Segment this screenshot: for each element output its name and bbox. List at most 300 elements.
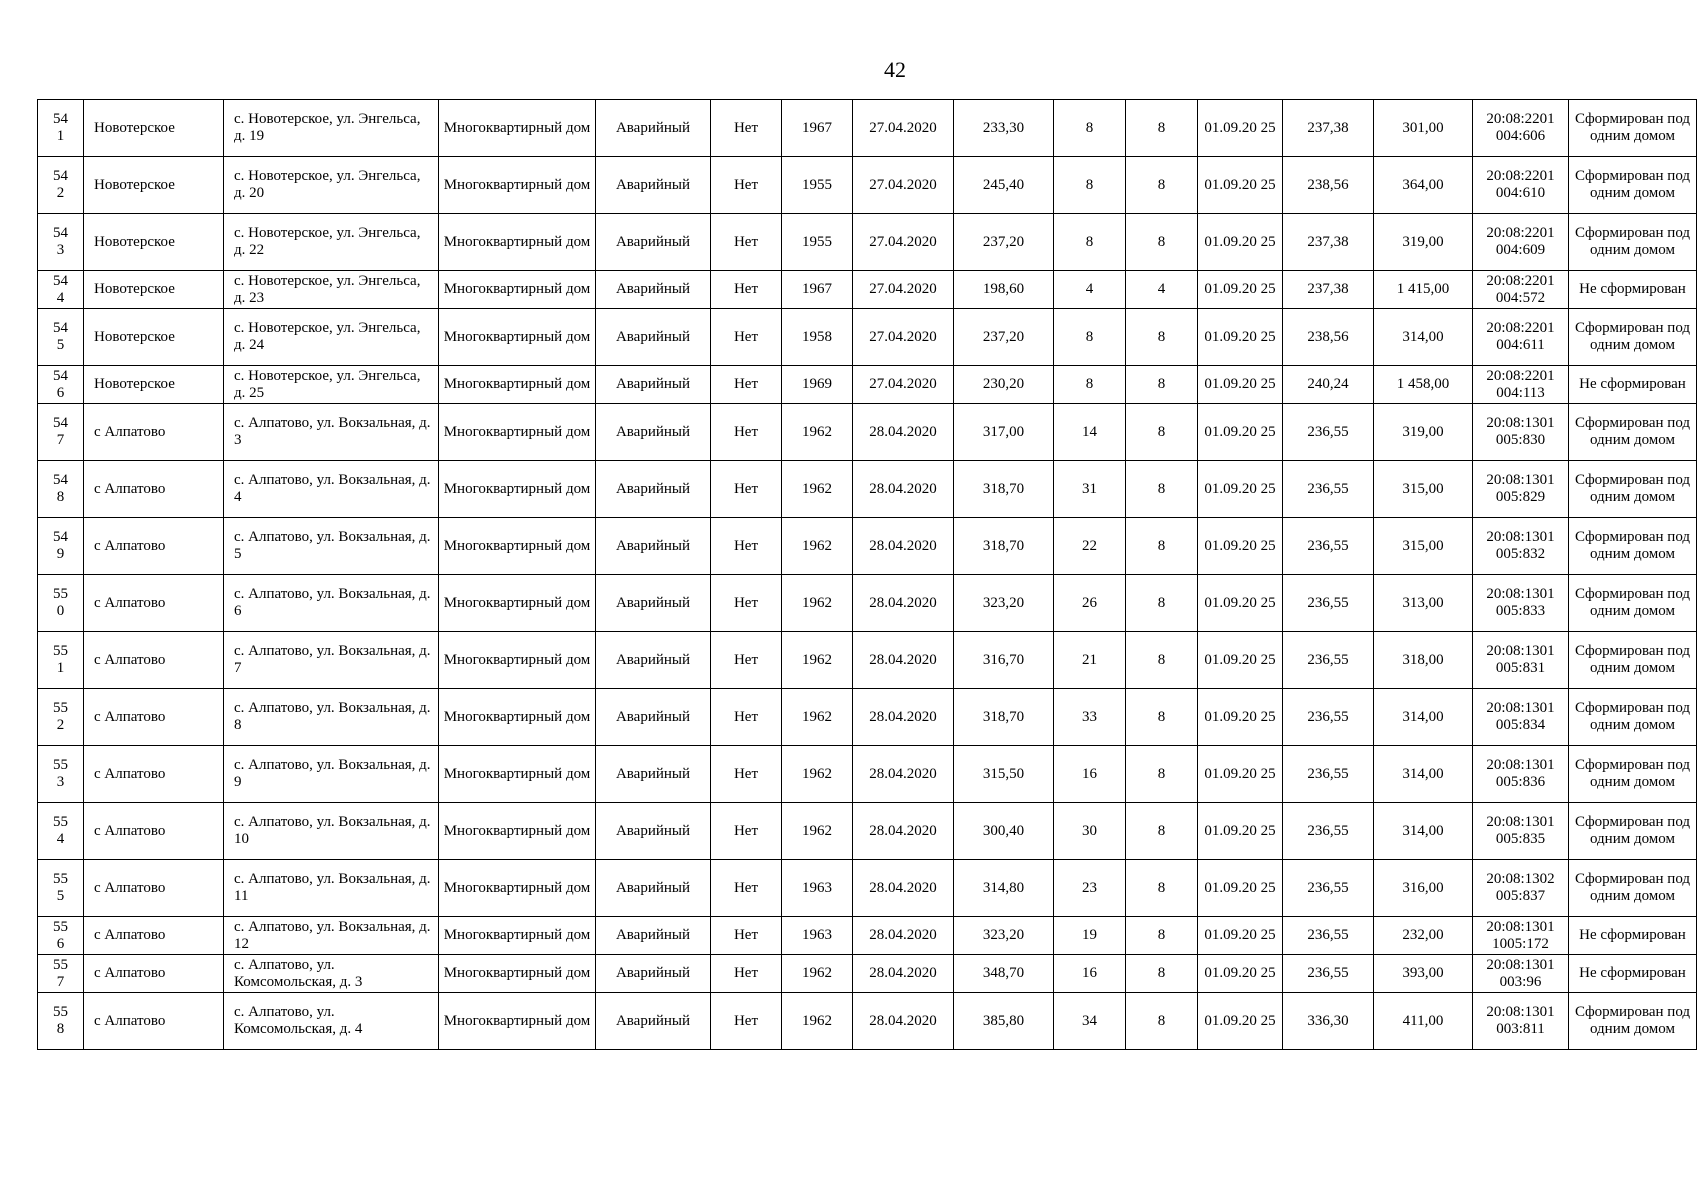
cell-land-status: Сформирован под одним домом — [1569, 461, 1697, 518]
table-row — [38, 157, 1697, 214]
cell-status: Аварийный — [596, 404, 711, 461]
cell-address: с. Алпатово, ул. Вокзальная, д. 11 — [224, 860, 439, 917]
cell-area: 315,50 — [954, 746, 1054, 803]
cell-land-status: Сформирован под одним домом — [1569, 404, 1697, 461]
cell-building-type: Многоквартирный дом — [439, 157, 596, 214]
cell-count: 8 — [1126, 461, 1198, 518]
cell-address: с. Новотерское, ул. Энгельса, д. 19 — [224, 100, 439, 157]
cell-area: 300,40 — [954, 803, 1054, 860]
cell-status: Аварийный — [596, 917, 711, 955]
cell-locality: Новотерское — [84, 271, 224, 309]
cell-year-built: 1967 — [782, 271, 853, 309]
cell-status: Аварийный — [596, 309, 711, 366]
cell-count: 8 — [1126, 955, 1198, 993]
cell-land-area: 301,00 — [1374, 100, 1473, 157]
cell-cadastral-number: 20:08:1301 1005:172 — [1473, 917, 1569, 955]
cell-status: Аварийный — [596, 157, 711, 214]
cell-locality: с Алпатово — [84, 917, 224, 955]
cell-status: Аварийный — [596, 461, 711, 518]
cell-recognition-date: 27.04.2020 — [853, 271, 954, 309]
cell-land-status: Сформирован под одним домом — [1569, 518, 1697, 575]
cell-flag: Нет — [711, 993, 782, 1050]
table-row — [38, 632, 1697, 689]
cell-building-type: Многоквартирный дом — [439, 214, 596, 271]
cell-area-2: 236,55 — [1283, 803, 1374, 860]
cell-area-2: 236,55 — [1283, 689, 1374, 746]
cell-land-area: 1 415,00 — [1374, 271, 1473, 309]
cell-recognition-date: 28.04.2020 — [853, 404, 954, 461]
cell-count: 8 — [1126, 803, 1198, 860]
cell-residents: 16 — [1054, 955, 1126, 993]
cell-flag: Нет — [711, 214, 782, 271]
cell-area-2: 236,55 — [1283, 518, 1374, 575]
cell-residents: 8 — [1054, 100, 1126, 157]
cell-area-2: 236,55 — [1283, 917, 1374, 955]
cell-cadastral-number: 20:08:2201 004:606 — [1473, 100, 1569, 157]
cell-area: 318,70 — [954, 689, 1054, 746]
cell-area: 233,30 — [954, 100, 1054, 157]
cell-land-area: 319,00 — [1374, 404, 1473, 461]
cell-residents: 4 — [1054, 271, 1126, 309]
table-row — [38, 271, 1697, 309]
cell-status: Аварийный — [596, 518, 711, 575]
cell-deadline: 01.09.20 25 — [1198, 518, 1283, 575]
cell-building-type: Многоквартирный дом — [439, 955, 596, 993]
table-row — [38, 993, 1697, 1050]
table-row — [38, 518, 1697, 575]
cell-address: с. Алпатово, ул. Вокзальная, д. 4 — [224, 461, 439, 518]
page-number: 42 — [884, 57, 906, 82]
cell-count: 8 — [1126, 632, 1198, 689]
cell-count: 8 — [1126, 100, 1198, 157]
cell-building-type: Многоквартирный дом — [439, 803, 596, 860]
cell-residents: 21 — [1054, 632, 1126, 689]
cell-locality: Новотерское — [84, 214, 224, 271]
cell-area-2: 336,30 — [1283, 993, 1374, 1050]
cell-land-area: 232,00 — [1374, 917, 1473, 955]
cell-building-type: Многоквартирный дом — [439, 271, 596, 309]
cell-area: 316,70 — [954, 632, 1054, 689]
cell-address: с. Новотерское, ул. Энгельса, д. 25 — [224, 366, 439, 404]
cell-row-number: 54 4 — [38, 271, 84, 309]
cell-status: Аварийный — [596, 746, 711, 803]
cell-area-2: 237,38 — [1283, 100, 1374, 157]
cell-address: с. Алпатово, ул. Вокзальная, д. 5 — [224, 518, 439, 575]
cell-year-built: 1955 — [782, 157, 853, 214]
cell-locality: с Алпатово — [84, 404, 224, 461]
cell-area-2: 237,38 — [1283, 214, 1374, 271]
cell-address: с. Новотерское, ул. Энгельса, д. 20 — [224, 157, 439, 214]
cell-status: Аварийный — [596, 860, 711, 917]
cell-locality: с Алпатово — [84, 955, 224, 993]
cell-building-type: Многоквартирный дом — [439, 746, 596, 803]
cell-row-number: 55 3 — [38, 746, 84, 803]
cell-count: 8 — [1126, 214, 1198, 271]
cell-land-status: Не сформирован — [1569, 955, 1697, 993]
cell-area: 323,20 — [954, 917, 1054, 955]
cell-residents: 23 — [1054, 860, 1126, 917]
cell-land-area: 319,00 — [1374, 214, 1473, 271]
cell-deadline: 01.09.20 25 — [1198, 803, 1283, 860]
cell-building-type: Многоквартирный дом — [439, 689, 596, 746]
cell-area: 318,70 — [954, 461, 1054, 518]
cell-area-2: 237,38 — [1283, 271, 1374, 309]
cell-residents: 8 — [1054, 309, 1126, 366]
cell-status: Аварийный — [596, 366, 711, 404]
table-row — [38, 366, 1697, 404]
table-row — [38, 309, 1697, 366]
cell-row-number: 54 5 — [38, 309, 84, 366]
cell-cadastral-number: 20:08:2201 004:572 — [1473, 271, 1569, 309]
cell-recognition-date: 27.04.2020 — [853, 366, 954, 404]
cell-recognition-date: 27.04.2020 — [853, 214, 954, 271]
cell-flag: Нет — [711, 917, 782, 955]
table-row — [38, 689, 1697, 746]
cell-row-number: 54 2 — [38, 157, 84, 214]
cell-address: с. Новотерское, ул. Энгельса, д. 24 — [224, 309, 439, 366]
cell-residents: 26 — [1054, 575, 1126, 632]
cell-cadastral-number: 20:08:2201 004:609 — [1473, 214, 1569, 271]
cell-locality: с Алпатово — [84, 689, 224, 746]
cell-area: 385,80 — [954, 993, 1054, 1050]
cell-row-number: 55 2 — [38, 689, 84, 746]
cell-count: 8 — [1126, 689, 1198, 746]
cell-flag: Нет — [711, 100, 782, 157]
cell-address: с. Новотерское, ул. Энгельса, д. 23 — [224, 271, 439, 309]
cell-area-2: 236,55 — [1283, 860, 1374, 917]
cell-area-2: 236,55 — [1283, 632, 1374, 689]
cell-deadline: 01.09.20 25 — [1198, 632, 1283, 689]
cell-cadastral-number: 20:08:1301 005:836 — [1473, 746, 1569, 803]
cell-row-number: 55 6 — [38, 917, 84, 955]
cell-cadastral-number: 20:08:2201 004:611 — [1473, 309, 1569, 366]
cell-flag: Нет — [711, 157, 782, 214]
cell-area-2: 238,56 — [1283, 157, 1374, 214]
table-row — [38, 917, 1697, 955]
cell-land-area: 316,00 — [1374, 860, 1473, 917]
cell-area-2: 236,55 — [1283, 575, 1374, 632]
cell-flag: Нет — [711, 860, 782, 917]
cell-building-type: Многоквартирный дом — [439, 461, 596, 518]
cell-year-built: 1969 — [782, 366, 853, 404]
cell-building-type: Многоквартирный дом — [439, 632, 596, 689]
cell-row-number: 54 3 — [38, 214, 84, 271]
cell-land-status: Не сформирован — [1569, 366, 1697, 404]
table-row — [38, 746, 1697, 803]
cell-flag: Нет — [711, 461, 782, 518]
cell-row-number: 55 0 — [38, 575, 84, 632]
cell-residents: 22 — [1054, 518, 1126, 575]
cell-locality: Новотерское — [84, 100, 224, 157]
cell-status: Аварийный — [596, 271, 711, 309]
cell-status: Аварийный — [596, 575, 711, 632]
cell-building-type: Многоквартирный дом — [439, 309, 596, 366]
cell-area: 237,20 — [954, 309, 1054, 366]
cell-count: 8 — [1126, 575, 1198, 632]
cell-address: с. Алпатово, ул. Вокзальная, д. 8 — [224, 689, 439, 746]
cell-row-number: 54 8 — [38, 461, 84, 518]
table-row — [38, 461, 1697, 518]
cell-flag: Нет — [711, 689, 782, 746]
cell-land-area: 313,00 — [1374, 575, 1473, 632]
cell-recognition-date: 28.04.2020 — [853, 461, 954, 518]
cell-count: 8 — [1126, 746, 1198, 803]
table-row — [38, 100, 1697, 157]
cell-land-status: Сформирован под одним домом — [1569, 689, 1697, 746]
cell-cadastral-number: 20:08:1301 003:811 — [1473, 993, 1569, 1050]
cell-land-area: 411,00 — [1374, 993, 1473, 1050]
cell-locality: с Алпатово — [84, 575, 224, 632]
cell-count: 8 — [1126, 157, 1198, 214]
cell-land-status: Сформирован под одним домом — [1569, 632, 1697, 689]
cell-flag: Нет — [711, 309, 782, 366]
cell-land-area: 1 458,00 — [1374, 366, 1473, 404]
cell-residents: 8 — [1054, 214, 1126, 271]
cell-land-area: 314,00 — [1374, 689, 1473, 746]
cell-area-2: 236,55 — [1283, 461, 1374, 518]
cell-row-number: 55 4 — [38, 803, 84, 860]
cell-cadastral-number: 20:08:1301 005:835 — [1473, 803, 1569, 860]
cell-area-2: 236,55 — [1283, 746, 1374, 803]
cell-address: с. Алпатово, ул. Вокзальная, д. 3 — [224, 404, 439, 461]
cell-address: с. Новотерское, ул. Энгельса, д. 22 — [224, 214, 439, 271]
cell-status: Аварийный — [596, 803, 711, 860]
cell-deadline: 01.09.20 25 — [1198, 993, 1283, 1050]
table-row — [38, 955, 1697, 993]
cell-recognition-date: 28.04.2020 — [853, 993, 954, 1050]
cell-land-area: 315,00 — [1374, 461, 1473, 518]
cell-row-number: 54 1 — [38, 100, 84, 157]
cell-recognition-date: 28.04.2020 — [853, 746, 954, 803]
cell-address: с. Алпатово, ул. Комсомольская, д. 3 — [224, 955, 439, 993]
cell-count: 8 — [1126, 917, 1198, 955]
cell-year-built: 1963 — [782, 917, 853, 955]
cell-area: 323,20 — [954, 575, 1054, 632]
cell-count: 8 — [1126, 993, 1198, 1050]
cell-building-type: Многоквартирный дом — [439, 917, 596, 955]
cell-deadline: 01.09.20 25 — [1198, 575, 1283, 632]
cell-cadastral-number: 20:08:1301 005:830 — [1473, 404, 1569, 461]
cell-year-built: 1962 — [782, 461, 853, 518]
cell-locality: с Алпатово — [84, 860, 224, 917]
cell-building-type: Многоквартирный дом — [439, 404, 596, 461]
cell-deadline: 01.09.20 25 — [1198, 214, 1283, 271]
cell-land-status: Сформирован под одним домом — [1569, 309, 1697, 366]
table-row — [38, 214, 1697, 271]
cell-land-status: Сформирован под одним домом — [1569, 746, 1697, 803]
cell-recognition-date: 28.04.2020 — [853, 803, 954, 860]
cell-locality: с Алпатово — [84, 461, 224, 518]
table-row — [38, 860, 1697, 917]
cell-recognition-date: 28.04.2020 — [853, 689, 954, 746]
cell-area-2: 236,55 — [1283, 404, 1374, 461]
cell-deadline: 01.09.20 25 — [1198, 955, 1283, 993]
cell-status: Аварийный — [596, 955, 711, 993]
cell-cadastral-number: 20:08:1301 005:833 — [1473, 575, 1569, 632]
cell-area: 348,70 — [954, 955, 1054, 993]
cell-flag: Нет — [711, 746, 782, 803]
cell-land-area: 314,00 — [1374, 746, 1473, 803]
cell-building-type: Многоквартирный дом — [439, 366, 596, 404]
cell-land-area: 364,00 — [1374, 157, 1473, 214]
cell-recognition-date: 28.04.2020 — [853, 860, 954, 917]
cell-residents: 8 — [1054, 157, 1126, 214]
cell-count: 8 — [1126, 309, 1198, 366]
cell-land-area: 393,00 — [1374, 955, 1473, 993]
cell-year-built: 1962 — [782, 404, 853, 461]
cell-residents: 14 — [1054, 404, 1126, 461]
cell-area: 237,20 — [954, 214, 1054, 271]
cell-year-built: 1962 — [782, 575, 853, 632]
cell-row-number: 54 6 — [38, 366, 84, 404]
table-row — [38, 404, 1697, 461]
cell-building-type: Многоквартирный дом — [439, 100, 596, 157]
cell-area-2: 238,56 — [1283, 309, 1374, 366]
cell-address: с. Алпатово, ул. Вокзальная, д. 6 — [224, 575, 439, 632]
cell-land-area: 314,00 — [1374, 803, 1473, 860]
cell-land-area: 314,00 — [1374, 309, 1473, 366]
cell-count: 8 — [1126, 518, 1198, 575]
cell-residents: 31 — [1054, 461, 1126, 518]
cell-residents: 8 — [1054, 366, 1126, 404]
cell-land-status: Сформирован под одним домом — [1569, 993, 1697, 1050]
cell-year-built: 1962 — [782, 955, 853, 993]
cell-land-status: Сформирован под одним домом — [1569, 157, 1697, 214]
cell-row-number: 55 5 — [38, 860, 84, 917]
cell-locality: с Алпатово — [84, 518, 224, 575]
cell-count: 8 — [1126, 366, 1198, 404]
cell-residents: 19 — [1054, 917, 1126, 955]
cell-locality: с Алпатово — [84, 993, 224, 1050]
cell-cadastral-number: 20:08:2201 004:113 — [1473, 366, 1569, 404]
cell-area: 318,70 — [954, 518, 1054, 575]
cell-locality: с Алпатово — [84, 632, 224, 689]
cell-address: с. Алпатово, ул. Комсомольская, д. 4 — [224, 993, 439, 1050]
cell-recognition-date: 28.04.2020 — [853, 575, 954, 632]
cell-deadline: 01.09.20 25 — [1198, 917, 1283, 955]
cell-year-built: 1962 — [782, 993, 853, 1050]
cell-count: 8 — [1126, 860, 1198, 917]
cell-recognition-date: 28.04.2020 — [853, 917, 954, 955]
table-row — [38, 803, 1697, 860]
cell-row-number: 54 9 — [38, 518, 84, 575]
housing-table — [37, 99, 1697, 1050]
cell-residents: 30 — [1054, 803, 1126, 860]
cell-locality: Новотерское — [84, 309, 224, 366]
cell-building-type: Многоквартирный дом — [439, 860, 596, 917]
cell-cadastral-number: 20:08:2201 004:610 — [1473, 157, 1569, 214]
cell-year-built: 1958 — [782, 309, 853, 366]
cell-land-status: Сформирован под одним домом — [1569, 100, 1697, 157]
cell-residents: 34 — [1054, 993, 1126, 1050]
cell-building-type: Многоквартирный дом — [439, 993, 596, 1050]
cell-flag: Нет — [711, 575, 782, 632]
cell-flag: Нет — [711, 803, 782, 860]
cell-year-built: 1962 — [782, 632, 853, 689]
cell-count: 4 — [1126, 271, 1198, 309]
cell-status: Аварийный — [596, 632, 711, 689]
cell-building-type: Многоквартирный дом — [439, 575, 596, 632]
cell-row-number: 55 8 — [38, 993, 84, 1050]
table-body — [38, 100, 1697, 1050]
cell-deadline: 01.09.20 25 — [1198, 309, 1283, 366]
cell-recognition-date: 28.04.2020 — [853, 632, 954, 689]
cell-address: с. Алпатово, ул. Вокзальная, д. 12 — [224, 917, 439, 955]
cell-status: Аварийный — [596, 993, 711, 1050]
cell-recognition-date: 28.04.2020 — [853, 955, 954, 993]
cell-flag: Нет — [711, 632, 782, 689]
cell-area: 198,60 — [954, 271, 1054, 309]
cell-recognition-date: 28.04.2020 — [853, 518, 954, 575]
cell-status: Аварийный — [596, 689, 711, 746]
cell-row-number: 55 7 — [38, 955, 84, 993]
cell-flag: Нет — [711, 404, 782, 461]
cell-deadline: 01.09.20 25 — [1198, 157, 1283, 214]
cell-land-area: 315,00 — [1374, 518, 1473, 575]
cell-deadline: 01.09.20 25 — [1198, 689, 1283, 746]
cell-cadastral-number: 20:08:1301 003:96 — [1473, 955, 1569, 993]
cell-deadline: 01.09.20 25 — [1198, 746, 1283, 803]
cell-land-area: 318,00 — [1374, 632, 1473, 689]
cell-row-number: 55 1 — [38, 632, 84, 689]
cell-area: 230,20 — [954, 366, 1054, 404]
cell-address: с. Алпатово, ул. Вокзальная, д. 7 — [224, 632, 439, 689]
cell-recognition-date: 27.04.2020 — [853, 309, 954, 366]
cell-land-status: Сформирован под одним домом — [1569, 575, 1697, 632]
cell-status: Аварийный — [596, 214, 711, 271]
cell-locality: Новотерское — [84, 366, 224, 404]
cell-year-built: 1962 — [782, 803, 853, 860]
cell-flag: Нет — [711, 955, 782, 993]
cell-deadline: 01.09.20 25 — [1198, 404, 1283, 461]
cell-residents: 16 — [1054, 746, 1126, 803]
cell-land-status: Не сформирован — [1569, 271, 1697, 309]
cell-area: 314,80 — [954, 860, 1054, 917]
cell-recognition-date: 27.04.2020 — [853, 100, 954, 157]
cell-status: Аварийный — [596, 100, 711, 157]
cell-deadline: 01.09.20 25 — [1198, 100, 1283, 157]
cell-land-status: Сформирован под одним домом — [1569, 803, 1697, 860]
cell-row-number: 54 7 — [38, 404, 84, 461]
cell-deadline: 01.09.20 25 — [1198, 860, 1283, 917]
cell-area-2: 240,24 — [1283, 366, 1374, 404]
cell-land-status: Не сформирован — [1569, 917, 1697, 955]
cell-area-2: 236,55 — [1283, 955, 1374, 993]
cell-deadline: 01.09.20 25 — [1198, 366, 1283, 404]
table-row — [38, 575, 1697, 632]
cell-count: 8 — [1126, 404, 1198, 461]
cell-building-type: Многоквартирный дом — [439, 518, 596, 575]
cell-year-built: 1962 — [782, 746, 853, 803]
cell-cadastral-number: 20:08:1301 005:832 — [1473, 518, 1569, 575]
cell-year-built: 1962 — [782, 518, 853, 575]
cell-cadastral-number: 20:08:1302 005:837 — [1473, 860, 1569, 917]
cell-flag: Нет — [711, 271, 782, 309]
cell-address: с. Алпатово, ул. Вокзальная, д. 10 — [224, 803, 439, 860]
cell-flag: Нет — [711, 518, 782, 575]
cell-cadastral-number: 20:08:1301 005:834 — [1473, 689, 1569, 746]
cell-year-built: 1963 — [782, 860, 853, 917]
cell-locality: с Алпатово — [84, 803, 224, 860]
cell-cadastral-number: 20:08:1301 005:831 — [1473, 632, 1569, 689]
cell-land-status: Сформирован под одним домом — [1569, 860, 1697, 917]
cell-address: с. Алпатово, ул. Вокзальная, д. 9 — [224, 746, 439, 803]
cell-locality: Новотерское — [84, 157, 224, 214]
cell-flag: Нет — [711, 366, 782, 404]
cell-land-status: Сформирован под одним домом — [1569, 214, 1697, 271]
cell-locality: с Алпатово — [84, 746, 224, 803]
cell-deadline: 01.09.20 25 — [1198, 271, 1283, 309]
